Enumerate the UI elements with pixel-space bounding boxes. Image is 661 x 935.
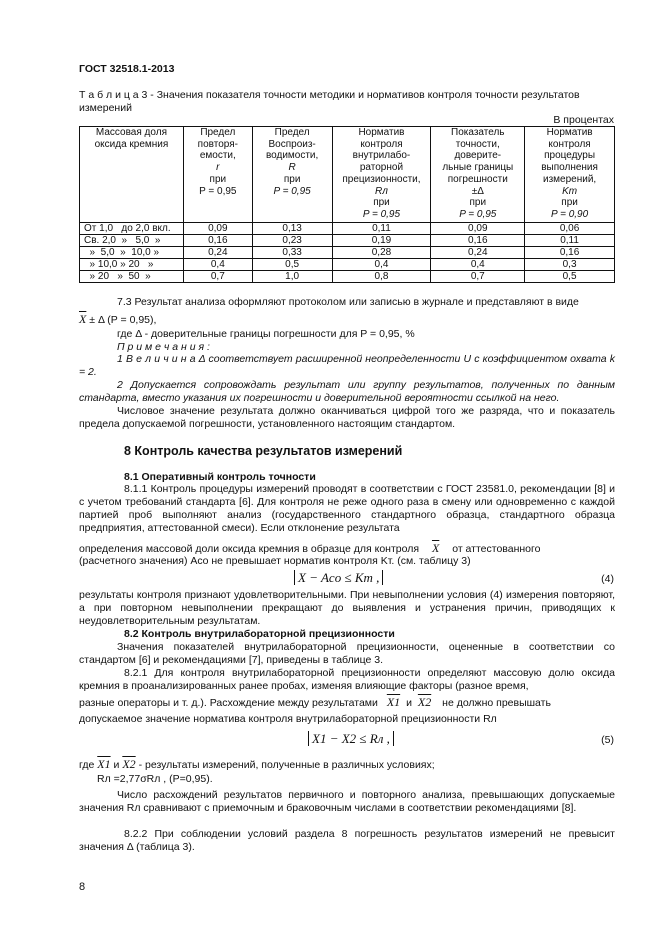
table-cell: 0,06 xyxy=(525,222,615,234)
para-8-1-1-aco: (расчетного значения) Aco не превышает норматив контроля Kт. (см. таблицу 3) xyxy=(79,555,471,567)
table-cell: Св. 2,0 » 5,0 » xyxy=(80,234,184,246)
para-8-2: Значения показателей внутрилабораторной прецизионности, оцененные в соответствии со стандартом [6] и рекомендациями [7], приведены в таблице 3. xyxy=(79,641,615,666)
table-row xyxy=(80,258,615,270)
text-fragment: - результаты измерений, полученные в различных условиях; xyxy=(138,759,435,771)
para-numeric-value: Числовое значение результата должно оканчиваться цифрой того же разряда, что и показатель предела допускаемой погрешности, установленного настоящим стандартом. xyxy=(79,405,615,430)
table-cell: 0,4 xyxy=(431,258,525,270)
x-mean-symbol: $\overline{X}$ xyxy=(431,541,440,555)
equation-4-number: (4) xyxy=(601,573,614,585)
x2-mean-symbol: X2 xyxy=(122,757,136,771)
table-cell: 0,5 xyxy=(525,270,615,282)
table-cell: 0,09 xyxy=(183,222,252,234)
table-row xyxy=(80,234,615,246)
table-cell: 0,16 xyxy=(431,234,525,246)
para-8-1-1: 8.1.1 Контроль процедуры измерений проводят в соответствии с ГОСТ 23581.0, рекомендации [8] и с учетом требований стандарта [6]. Для контроля не реже одного раза в смену или одновременно с каждой партией проб выполняют анализ (государственного стандартного образца, стандартного образца предприятия, аттестованной смеси). Если отклонение результата xyxy=(79,483,615,534)
table-cell: 0,8 xyxy=(332,270,431,282)
text-fragment: и xyxy=(113,759,120,771)
table-cell: 0,7 xyxy=(431,270,525,282)
para-8-1-1-result: результаты контроля признают удовлетворительными. При невыполнении условия (4) измерения повторяют, а при повторном невыполнении прекращают до выявления и устранения причин, приводящих к неудовлетворительным результатам. xyxy=(79,589,615,627)
table-cell: 0,3 xyxy=(525,258,615,270)
table-cell: 0,09 xyxy=(431,222,525,234)
para-discrepancies: Число расхождений результатов первичного и повторного анализа, превышающих допускаемые значения Rл сравнивают с приемочным и браковочным числами в соответствии рекомендациями [8]. xyxy=(79,789,615,814)
table-unit: В процентах xyxy=(553,114,614,126)
para-7-3: 7.3 Результат анализа оформляют протоколом или записью в журнале и представляют в виде xyxy=(117,296,579,308)
x1-mean-symbol: X1 xyxy=(386,695,401,709)
col-header: Предел Воспроиз- водимости, R при P = 0,95 xyxy=(252,127,332,223)
para-where-x1-x2 xyxy=(79,758,615,772)
table-cell: 0,24 xyxy=(183,246,252,258)
table-caption: Т а б л и ц а 3 - Значения показателя точности методики и нормативов контроля точности результатов измерений xyxy=(79,89,580,114)
col-header: Показатель точности, доверите- льные границы погрешности ±Δ при P = 0,95 xyxy=(431,127,525,223)
col-header: Массовая доля оксида кремния xyxy=(80,127,184,223)
table-cell: От 1,0 до 2,0 вкл. xyxy=(80,222,184,234)
table-cell: 0,19 xyxy=(332,234,431,246)
table-cell: 0,11 xyxy=(525,234,615,246)
text-fragment: и xyxy=(406,697,412,709)
table-cell: » 10,0 » 20 » xyxy=(80,258,184,270)
equation-4 xyxy=(294,570,383,586)
table-cell: 0,16 xyxy=(525,246,615,258)
table-cell: 0,13 xyxy=(252,222,332,234)
para-7-3-formula xyxy=(79,313,615,327)
table-row xyxy=(80,246,615,258)
table-cell: 0,16 xyxy=(183,234,252,246)
text-fragment: от аттестованного xyxy=(452,543,541,555)
table-header-row xyxy=(80,127,615,223)
section-8-2-title: 8.2 Контроль внутрилабораторной прецизионности xyxy=(124,628,395,640)
note-2: 2 Допускается сопровождать результат или группу результатов, полученных по данным стандарта, вместо указания их погрешности и доверительной вероятности ссылкой на него. xyxy=(79,379,615,404)
document-header: ГОСТ 32518.1-2013 xyxy=(79,63,175,75)
x-mean-symbol: $\overline{X}$ xyxy=(79,312,87,326)
col-header: Норматив контроля внутрилабо- раторной прецизионности, Rл при P = 0,95 xyxy=(332,127,431,223)
para-8-1-1-line xyxy=(79,542,615,556)
table-cell: 0,5 xyxy=(252,258,332,270)
col-header: Норматив контроля процедуры выполнения измерений, Kт при P = 0,90 xyxy=(525,127,615,223)
x1-mean-symbol: X1 xyxy=(97,757,111,771)
equation-5-number: (5) xyxy=(601,734,614,746)
table-cell: » 20 » 50 » xyxy=(80,270,184,282)
para-rl-formula: Rл =2,77σRл , (P=0,95). xyxy=(97,773,213,785)
table-cell: 0,4 xyxy=(183,258,252,270)
equation-5 xyxy=(308,731,394,747)
para-8-2-2: 8.2.2 При соблюдении условий раздела 8 погрешность результатов измерений не превысит значения Δ (таблица 3). xyxy=(79,828,615,853)
table-row xyxy=(80,222,615,234)
table-cell: 0,33 xyxy=(252,246,332,258)
table-cell: 1,0 xyxy=(252,270,332,282)
para-8-2-1-line xyxy=(79,696,615,710)
para-7-3-where: где Δ - доверительные границы погрешности для P = 0,95, % xyxy=(117,328,415,340)
equation-5-expr: X1 − X2 ≤ Rл , xyxy=(308,731,394,746)
formula-rest: ± Δ (P = 0,95), xyxy=(86,314,157,326)
table-cell: 0,4 xyxy=(332,258,431,270)
equation-4-expr: X − Aco ≤ Kт , xyxy=(294,570,383,585)
table-cell: 0,23 xyxy=(252,234,332,246)
page-number: 8 xyxy=(79,881,86,893)
notes-heading: П р и м е ч а н и я : xyxy=(117,341,210,353)
table-cell: 0,7 xyxy=(183,270,252,282)
para-8-2-1: 8.2.1 Для контроля внутрилабораторной прецизионности определяют массовую долю оксида кремния в проанализированных ранее пробах, изменяя влияющие факторы (разное время, xyxy=(79,667,615,692)
col-header: Предел повторя- емости, r при P = 0,95 xyxy=(183,127,252,223)
text-fragment: определения массовой доли оксида кремния в образце для контроля xyxy=(79,543,420,555)
text-fragment: разные операторы и т. д.). Расхождение между результатами xyxy=(79,697,378,709)
note-1: 1 В е л и ч и н а Δ соответствует расширенной неопределенности U с коэффициентом охвата k = 2. xyxy=(79,353,615,378)
precision-table xyxy=(79,126,615,283)
table-cell: » 5,0 » 10,0 » xyxy=(80,246,184,258)
text-fragment: не должно превышать xyxy=(442,697,551,709)
table-cell: 0,11 xyxy=(332,222,431,234)
section-8-title: 8 Контроль качества результатов измерений xyxy=(124,444,403,458)
section-8-1-title: 8.1 Оперативный контроль точности xyxy=(124,471,316,483)
table-cell: 0,28 xyxy=(332,246,431,258)
text-fragment: где xyxy=(79,759,95,771)
table-cell: 0,24 xyxy=(431,246,525,258)
para-8-2-1-rl: допускаемое значение норматива контроля внутрилабораторной прецизионности Rл xyxy=(79,713,497,725)
table-row xyxy=(80,270,615,282)
x2-mean-symbol: X2 xyxy=(417,695,432,709)
